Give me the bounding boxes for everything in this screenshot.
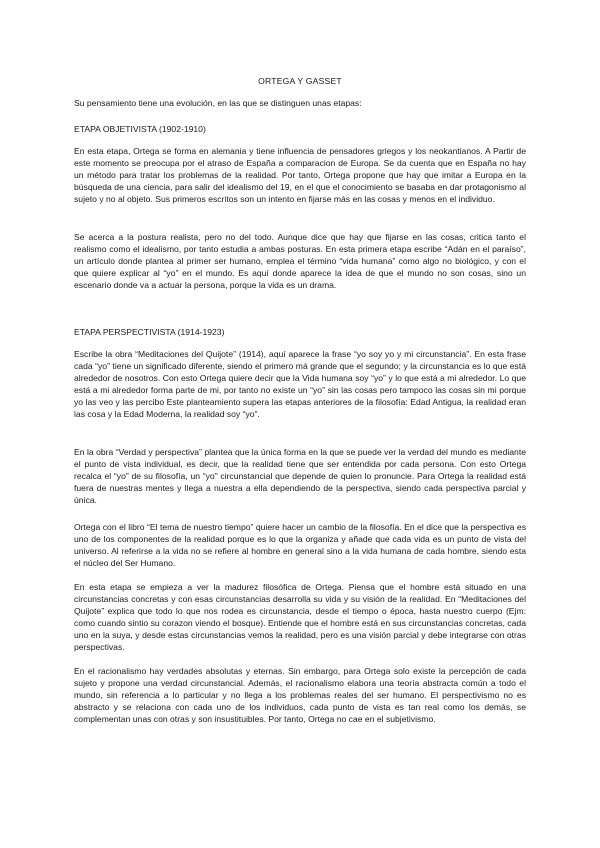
paragraph: En el racionalismo hay verdades absolutas y eternas. Sin embargo, para Ortega solo existe la percepción de cada sujeto y propone una verdad circunstancial. Además, el racionalismo elabora una teoría abstracta común a todo el mundo, sin referencia a lo particular y no llega a los problemas reales del ser humano. El perspectivismo no es abstracto y se relaciona con cada uno de los individuos, cada punto de vista es tan real como los demás, se complementan unas con otras y son insustituibles. Por tanto, Ortega no cae en el subjetivismo. [74,666,526,724]
document-title: ORTEGA Y GASSET [258,76,342,86]
paragraph: Ortega con el libro “El tema de nuestro tiempo” quiere hacer un cambio de la filosofía. En el dice que la perspectiva es uno de los componentes de la realidad porque es lo que la organiza y añade que cada vida es un punto de vista del universo. Al referirse a la vida no se refiere al hombre en general sino a la vida humana de cada hombre, siendo esta el núcleo del Ser Humano. [74,522,526,568]
section-heading-objetivista: ETAPA OBJETIVISTA (1902-1910) [74,124,206,134]
section-heading-perspectivista: ETAPA PERSPECTIVISTA (1914-1923) [74,327,225,337]
paragraph: Escribe la obra “Meditaciones del Quijote” (1914), aquí aparece la frase “yo soy yo y mi circunstancia”. En esta frase cada “yo” tiene un significado diferente, siendo el primero má grande que el segundo; y la circunstancia es lo que está alrededor de nosotros. Con esto Ortega quiere decir que la Vida humana soy “yo” y lo que está a mi alrededor. Lo que está a mi alrededor forma parte de mi, por tanto no existe un “yo” sin las cosas pero tampoco las cosas sin mi porque yo las veo y las percibo Este planteamiento supera las etapas anteriores de la filosofía: Edad Antigua, la realidad eran las cosa y la Edad Moderna, la realidad soy “yo”. [74,349,526,419]
paragraph: En esta etapa, Ortega se forma en alemania y tiene influencia de pensadores griegos y los neokantianos. A Partir de este momento se preocupa por el atraso de España a comparacion de Europa. Se da cuenta que en España no hay un método para tratar los problemas de la realidad. Por tanto, Ortega propone que hay que imitar a Europa en la búsqueda de una ciencia, para salir del idealismo del 19, en el que el conocimiento se basaba en dar protagonismo al sujeto y no al objeto. Sus primeros escritos son un intento en fijarse más en las cosas y menos en el individuo. [74,146,526,204]
paragraph: En esta etapa se empieza a ver la madurez filosófica de Ortega. Piensa que el hombre está situado en una circunstancias concretas y con esas circunstancias desarrolla su vida y su visión de la realidad. En “Meditaciones del Quijote” explica que todo lo que nos rodea es circunstancia, desde el tiempo o época, hasta nuestro cuerpo (Ejm: como cuando sintio su corazon viendo el bosque). Entiende que el hombre está en sus circunstancias concretas, cada uno en la suya, y desde estas circunstancias vemos la realidad, pero es una visión parcial y debe integrarse con otras perspectivas. [74,582,526,652]
paragraph: Se acerca a la postura realista, pero no del todo. Aunque dice que hay que fijarse en las cosas, critica tanto el realismo como el idealismo, por tanto estudia a ambas posturas. En esta primera etapa escribe “Adán en el paraíso”, un artículo donde plantea al primer ser humano, emplea el término “vida humana” como algo no biológico, y con el que quiere explicar al “yo” en el mundo. Es aquí donde aparece la idea de que el mundo no son cosas, sino un escenario donde va a actuar la persona, porque la vida es un drama. [74,232,526,290]
intro-text: Su pensamiento tiene una evolución, en las que se distinguen unas etapas: [74,98,362,108]
paragraph: En la obra “Verdad y perspectiva” plantea que la única forma en la que se puede ver la verdad del mundo es mediante el punto de vista individual, es decir, que la realidad tiene que ser entendida por cada persona. Con esto Ortega recalca el “yo” de su filosofía, un “yo” circunstancial que depende de quien lo pronuncie. Para Ortega la realidad está fuera de nuestras mentes y llega a nuestra a ella dependiendo de la perspectiva, siendo cada perspectiva parcial y única. [74,447,526,505]
